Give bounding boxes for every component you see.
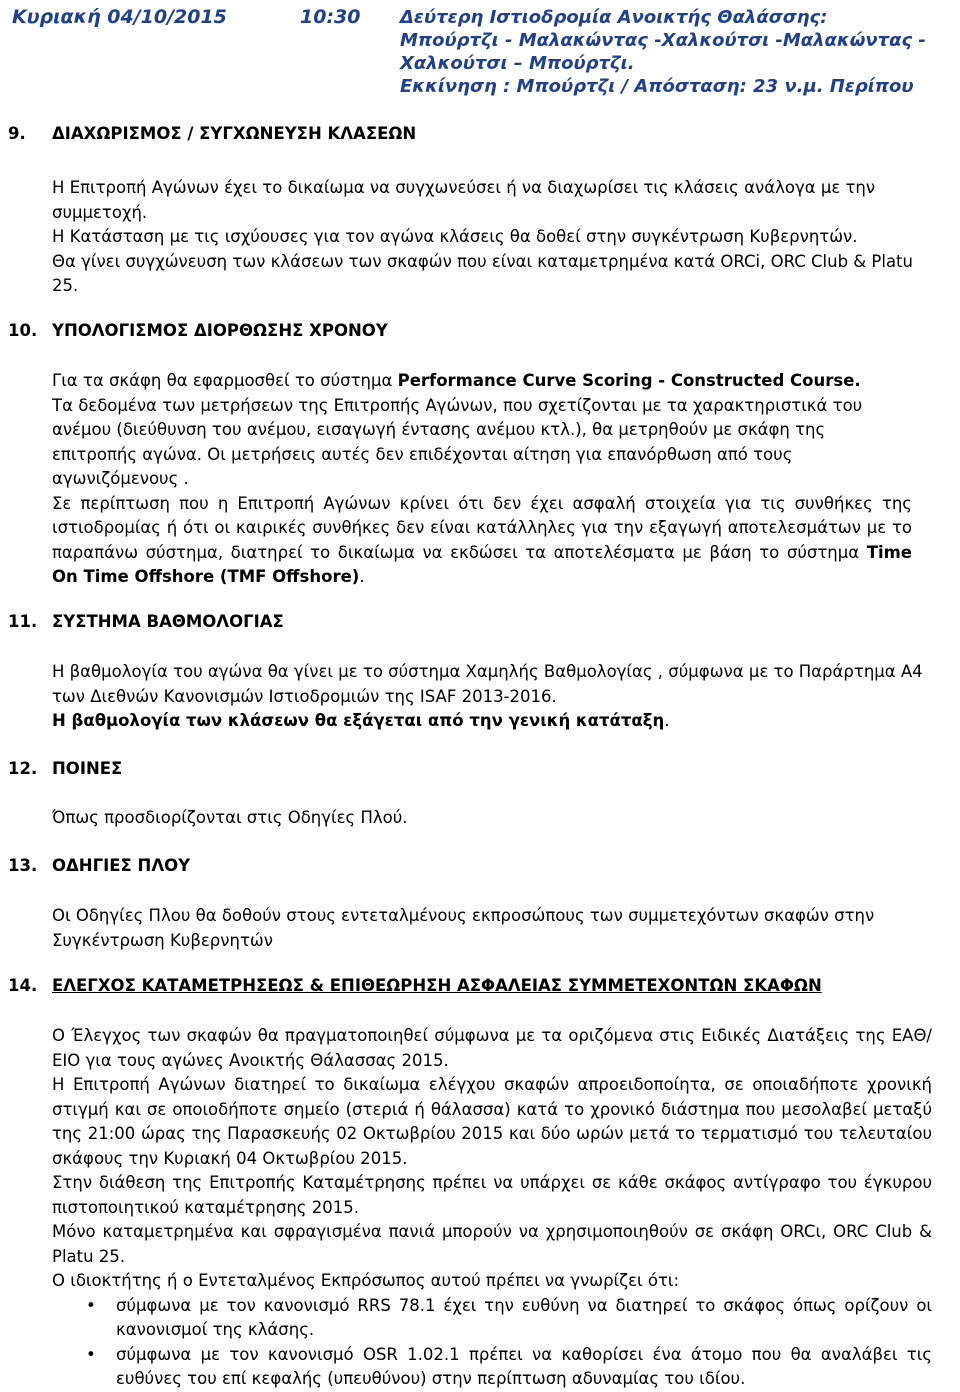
list-item — [52, 1294, 932, 1343]
section-number: 10. — [8, 321, 38, 340]
text: . — [664, 711, 670, 730]
paragraph: Η Επιτροπή Αγώνων διατηρεί το δικαίωμα ελέγχου σκαφών απροειδοποίητα, σε οποιαδήποτε χρονική στιγμή και σε οποιοδήποτε σημείο (στεριά ή θάλασσα) κατά το χρονικό διάστημα που μεσολαβεί μεταξύ της 21:00 ώρας της Παρασκευής 02 Οκτωβρίου 2015 και δύο ωρών μετά το τερματισμό του τελευταίου σκάφους την Κυριακή 04 Οκτωβρίου 2015. — [52, 1075, 932, 1168]
text: Για τα σκάφη θα εφαρμοσθεί το σύστημα — [52, 371, 398, 390]
section-title: ΕΛΕΓΧΟΣ ΚΑΤΑΜΕΤΡΗΣΕΩΣ & ΕΠΙΘΕΩΡΗΣΗ ΑΣΦΑΛΕΙΑΣ ΣΥΜΜΕΤΕΧΟΝΤΩΝ ΣΚΑΦΩΝ — [52, 976, 822, 995]
scoring-system-name: Performance Curve Scoring - Constructed Course. — [397, 371, 861, 390]
section-title: ΠΟΙΝΕΣ — [52, 759, 123, 778]
paragraph: Τα δεδομένα των μετρήσεων της Επιτροπής Αγώνων, που σχετίζονται με τα χαρακτηριστικά του ανέμου (διεύθυνση του ανέμου, εισαγωγή έντασης ανέμου κτλ.), θα μετρηθούν με σκάφη της επιτροπής αγώνα. Οι μετρήσεις αυτές δεν επιδέχονται αίτηση για επανόρθωση από τους αγωνιζόμενους . — [52, 395, 863, 488]
section-14-heading — [8, 976, 822, 995]
text: . — [359, 567, 365, 586]
bullet-icon: • — [86, 1295, 96, 1315]
paragraph: Ο ιδιοκτήτης ή ο Εντεταλμένος Εκπρόσωπος αυτού πρέπει να γνωρίζει ότι: — [52, 1271, 680, 1290]
paragraph — [52, 709, 932, 734]
list-item — [52, 1343, 932, 1392]
fallback-system-name: Time On Time Offshore (TMF Offshore) — [52, 542, 912, 586]
emphasis-text: Η βαθμολογία των κλάσεων θα εξάγεται από την γενική κατάταξη — [52, 711, 665, 730]
header-event-line: Δεύτερη Ιστιοδρομία Ανοικτής Θαλάσσης: — [400, 7, 828, 28]
list-item-text: σύμφωνα με τον κανονισμό OSR 1.02.1 πρέπει να καθορίσει ένα άτομο που θα αναλάβει τις ευθύνες του επί κεφαλής (υπευθύνου) στην περίπτωση αδυναμίας του ιδίου. — [116, 1344, 932, 1388]
section-number: 12. — [8, 759, 38, 778]
section-13-body — [52, 904, 932, 953]
paragraph — [52, 492, 912, 590]
paragraph: Η βαθμολογία του αγώνα θα γίνει με το σύστημα Χαμηλής Βαθμολογίας , σύμφωνα με το Παράρτημα Α4 των Διεθνών Κανονισμών Ιστιοδρομιών της ISAF 2013-2016. — [52, 662, 923, 706]
section-12-body — [52, 806, 932, 831]
header-event-line: Εκκίνηση : Μπούρτζι / Απόσταση: 23 ν.μ. Περίπου — [400, 76, 914, 97]
section-title: ΣΥΣΤΗΜΑ ΒΑΘΜΟΛΟΓΙΑΣ — [52, 612, 284, 631]
section-12-heading — [8, 759, 122, 778]
bullet-icon: • — [86, 1344, 96, 1364]
list-item-text: σύμφωνα με τον κανονισμό RRS 78.1 έχει την ευθύνη να διατηρεί το σκάφος όπως ορίζουν οι κανονισμοί της κλάσης. — [116, 1295, 932, 1339]
section-10-body — [52, 369, 912, 590]
header-time: 10:30 — [300, 6, 361, 28]
paragraph: Η Επιτροπή Αγώνων έχει το δικαίωμα να συγχωνεύσει ή να διαχωρίσει τις κλάσεις ανάλογα με την συμμετοχή. — [52, 178, 876, 222]
section-title: ΟΔΗΓΙΕΣ ΠΛΟΥ — [52, 856, 191, 875]
text: Σε περίπτωση που η Επιτροπή Αγώνων κρίνει ότι δεν έχει ασφαλή στοιχεία για τις συνθήκες της ιστιοδρομίας ή ότι οι καιρικές συνθήκες δεν είναι κατάλληλες για την εξαγωγή αποτελεσμάτων με το παραπάνω σύστημα, διατηρεί το δικαίωμα να εκδώσει τα αποτελέσματα με βάση το σύστημα — [52, 493, 912, 562]
bullet-list — [52, 1294, 932, 1392]
header-event-line: Μπούρτζι - Μαλακώντας -Χαλκούτσι -Μαλακώντας - — [400, 30, 926, 51]
section-13-heading — [8, 856, 190, 875]
section-14-body — [52, 1024, 932, 1392]
section-11-body — [52, 660, 932, 734]
section-number: 9. — [8, 124, 26, 143]
section-9-body — [52, 176, 922, 299]
paragraph — [52, 369, 912, 394]
paragraph: Η Κατάσταση με τις ισχύουσες για τον αγώνα κλάσεις θα δοθεί στην συγκέντρωση Κυβερνητών. — [52, 227, 858, 246]
section-number: 13. — [8, 856, 38, 875]
section-title: ΥΠΟΛΟΓΙΣΜΟΣ ΔΙΟΡΘΩΣΗΣ ΧΡΟΝΟΥ — [52, 321, 388, 340]
page-header — [0, 0, 960, 100]
section-10-heading — [8, 321, 388, 340]
paragraph: Ο Έλεγχος των σκαφών θα πραγματοποιηθεί σύμφωνα με τα οριζόμενα στις Ειδικές Διατάξεις της ΕΑΘ/ΕΙΟ για τους αγώνες Ανοικτής Θάλασσας 2015. — [52, 1026, 932, 1070]
header-event-line: Χαλκούτσι – Μπούρτζι. — [400, 53, 635, 74]
section-title: ΔΙΑΧΩΡΙΣΜΟΣ / ΣΥΓΧΩΝΕΥΣΗ ΚΛΑΣΕΩΝ — [52, 124, 417, 143]
paragraph: Στην διάθεση της Επιτροπής Καταμέτρησης πρέπει να υπάρχει σε κάθε σκάφος αντίγραφο του έγκυρου πιστοποιητικού καταμέτρησης 2015. — [52, 1173, 932, 1217]
section-11-heading — [8, 612, 284, 631]
paragraph: Θα γίνει συγχώνευση των κλάσεων των σκαφών που είναι καταμετρημένα κατά ORCi, ORC Club & Platu 25. — [52, 251, 913, 295]
paragraph: Οι Οδηγίες Πλου θα δοθούν στους εντεταλμένους εκπροσώπους των συμμετεχόντων σκαφών στην Συγκέντρωση Κυβερνητών — [52, 906, 875, 950]
paragraph: Όπως προσδιορίζονται στις Οδηγίες Πλού. — [52, 808, 408, 827]
paragraph: Μόνο καταμετρημένα και σφραγισμένα πανιά μπορούν να χρησιμοποιηθούν σε σκάφη ORCι, ORC Club & Platu 25. — [52, 1222, 932, 1266]
section-number: 14. — [8, 976, 38, 995]
header-date: Κυριακή 04/10/2015 — [12, 6, 227, 28]
section-number: 11. — [8, 612, 38, 631]
header-event — [400, 6, 955, 98]
section-9-heading — [8, 124, 416, 143]
